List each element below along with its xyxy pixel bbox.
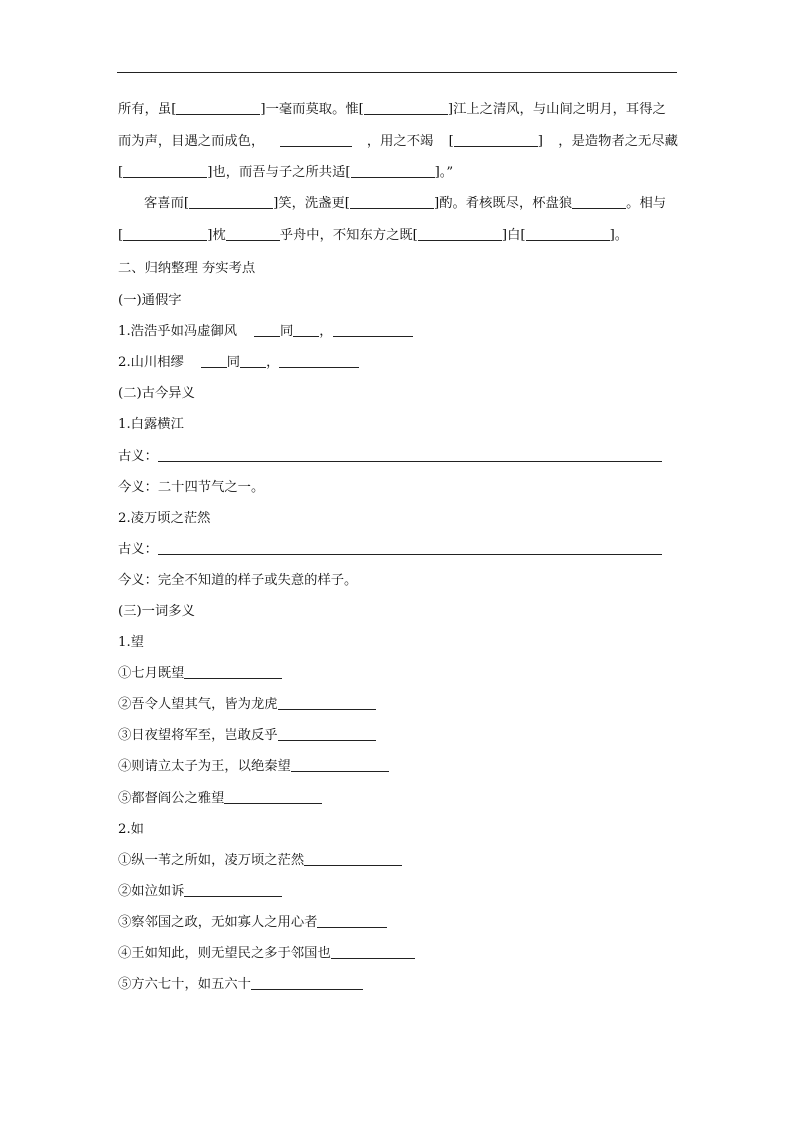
fill-blank[interactable] [526,226,610,241]
fill-blank[interactable] [418,226,502,241]
fill-blank[interactable] [189,194,273,209]
fill-blank[interactable] [279,353,359,368]
ru-item: ④王如知此，则无望民之多于邻国也 [118,944,415,964]
tongjia-heading: (一)通假字 [118,293,182,308]
fill-blank[interactable] [278,695,376,710]
fill-blank[interactable] [572,194,626,209]
fill-blank[interactable] [158,540,662,555]
gujin-item-1: 1.白露横江 [118,417,184,432]
fill-blank[interactable] [184,882,282,897]
fill-blank[interactable] [158,447,662,462]
wang-item: ④则请立太子为王，以绝秦望 [118,757,389,777]
fill-blank[interactable] [184,664,282,679]
fill-blank[interactable] [226,226,280,241]
passage-line-2 [118,132,678,152]
wang-item: ①七月既望 [118,664,282,684]
guyi-line-2: 古义： [118,540,662,560]
jinyi-line-1: 今义：二十四节气之一。 [118,480,265,495]
fill-blank[interactable] [333,322,413,337]
fill-blank[interactable] [280,132,352,147]
ru-item: ③察邻国之政，无如寡人之用心者 [118,913,387,933]
tongjia-item-1: 1.浩浩乎如冯虚御风 同 ， [118,322,413,342]
ru-item: ⑤方六七十，如五六十 [118,975,363,995]
wang-item: ③日夜望将军至，岂敢反乎 [118,726,376,746]
passage-line-3: [ ]也，而吾与子之所共适[ ]。” [118,165,454,180]
header-rule [117,72,677,73]
wang-item: ②吾令人望其气，皆为龙虎 [118,695,376,715]
fill-blank[interactable] [291,757,389,772]
text-segment: 而为声，目遇之而成色， [118,134,265,149]
fill-blank[interactable] [350,194,434,209]
bracket-blank: [ ] [448,134,543,149]
ru-title: 2.如 [118,822,144,837]
fill-blank[interactable] [254,322,280,337]
gujin-heading: (二)古今异义 [118,386,195,401]
text-segment: 所有，虽[ ]一毫而莫取。惟[ ]江上之清风，与山间之明月，耳得之 [118,102,666,117]
fill-blank[interactable] [351,163,435,178]
fill-blank[interactable] [123,163,207,178]
fill-blank[interactable] [331,944,415,959]
passage-line-1 [118,100,678,120]
fill-blank[interactable] [304,851,402,866]
fill-blank[interactable] [224,789,322,804]
text-segment: ，用之不竭 [366,134,434,149]
fill-blank[interactable] [176,100,260,115]
section-title: 二、归纳整理 夯实考点 [118,261,256,276]
fill-blank[interactable] [364,100,448,115]
fill-blank[interactable] [123,226,207,241]
fill-blank[interactable] [454,132,538,147]
tongjia-item-2: 2.山川相缪 同 ， [118,353,359,373]
ru-item: ②如泣如诉 [118,882,282,902]
passage-line-4: 客喜而[ ]笑，洗盏更[ ]酌。肴核既尽，杯盘狼 。相与 [144,196,667,211]
fill-blank[interactable] [201,353,227,368]
fill-blank[interactable] [278,726,376,741]
fill-blank[interactable] [317,913,387,928]
jinyi-line-2: 今义：完全不知道的样子或失意的样子。 [118,573,358,588]
text-segment: ，是造物者之无尽藏 [558,134,678,149]
gujin-item-2: 2.凌万顷之茫然 [118,511,211,526]
fill-blank[interactable] [240,353,266,368]
yici-heading: (三)一词多义 [118,604,195,619]
guyi-line-1: 古义： [118,447,662,467]
fill-blank[interactable] [251,975,363,990]
ru-item: ①纵一苇之所如，凌万顷之茫然 [118,851,402,871]
wang-item: ⑤都督阎公之雅望 [118,789,322,809]
wang-title: 1.望 [118,635,144,650]
passage-line-5: [ ]枕 乎舟中，不知东方之既[ ]白[ ]。 [118,228,629,243]
fill-blank[interactable] [293,322,319,337]
